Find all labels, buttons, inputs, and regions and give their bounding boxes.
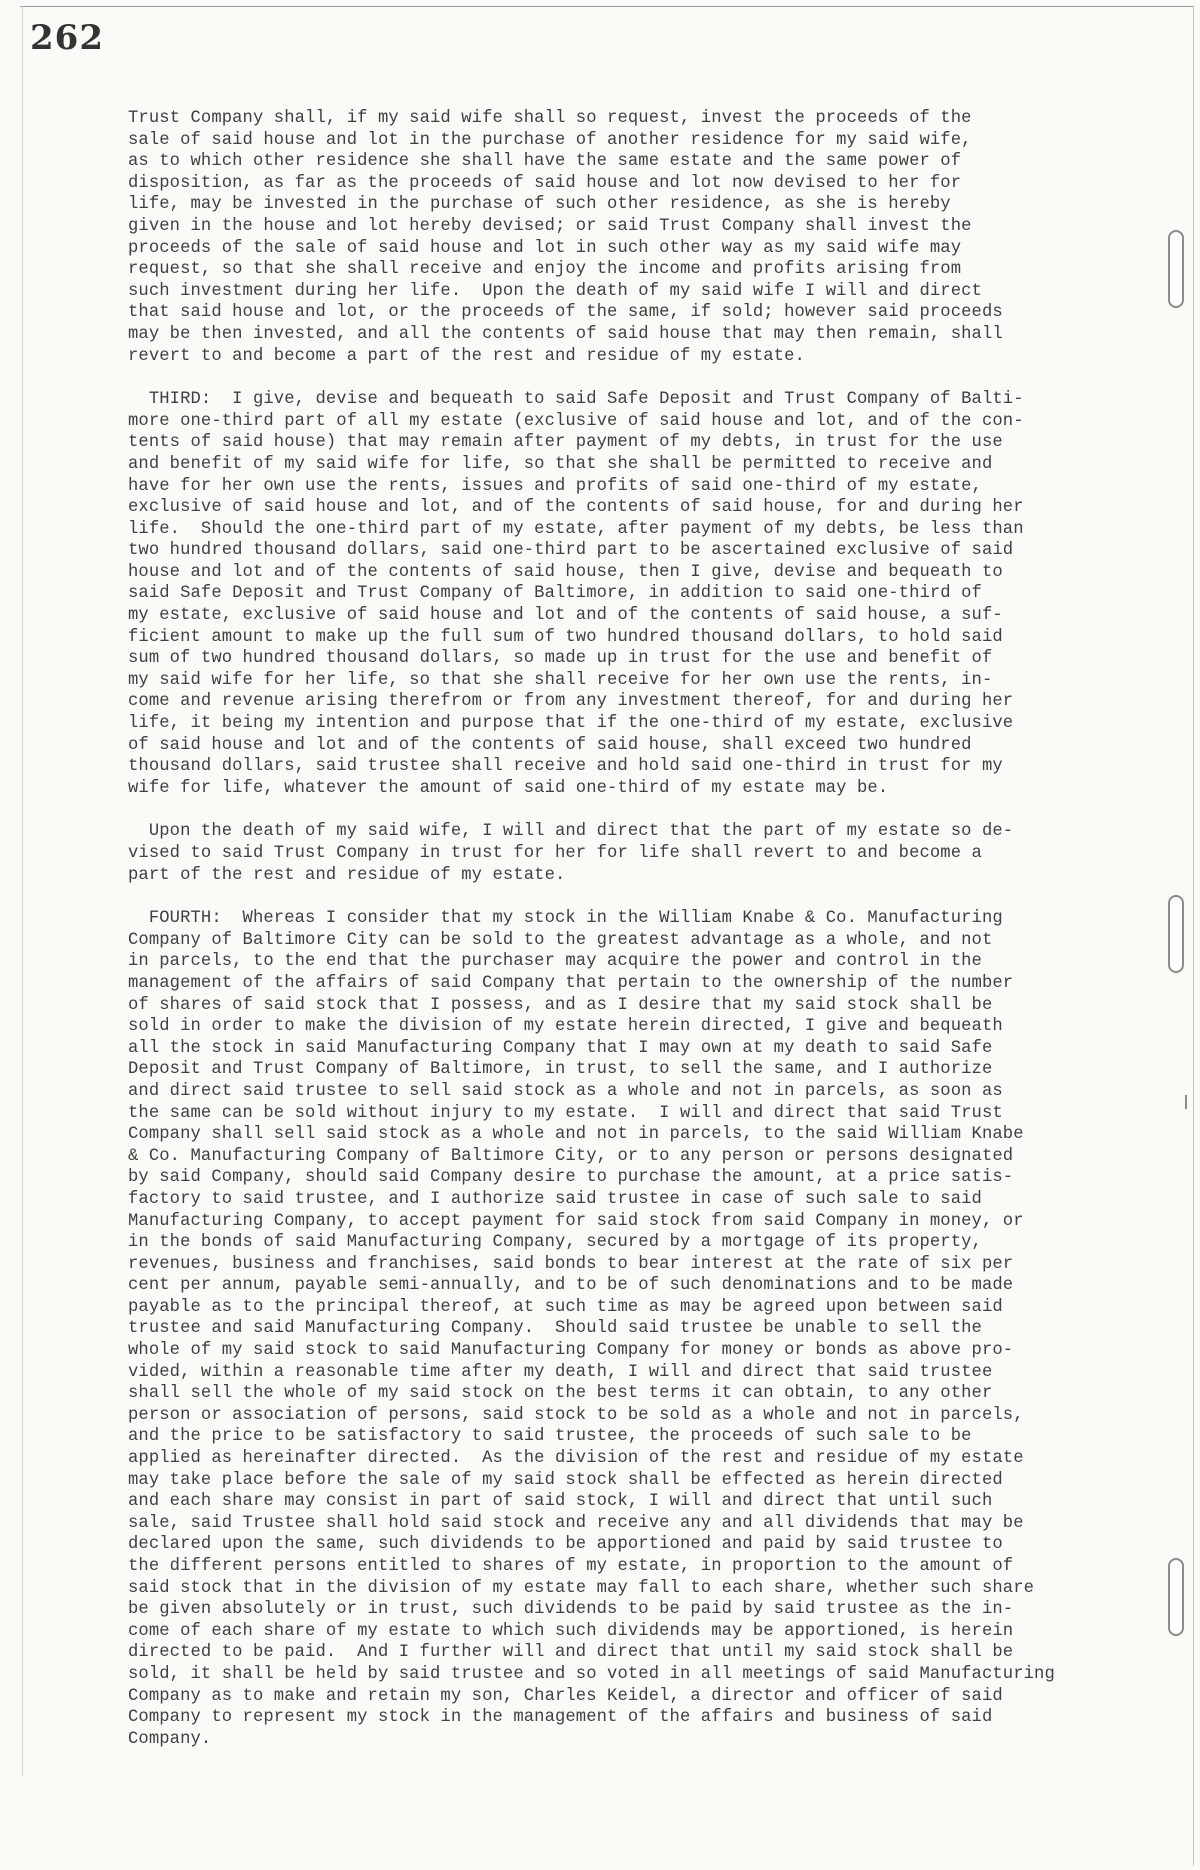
text-line: have for her own use the rents, issues and profits of said one-third of my estate, — [128, 476, 982, 496]
text-line: my said wife for her life, so that she shall receive for her own use the rents, in- — [128, 670, 993, 690]
text-line: Company to represent my stock in the management of the affairs and business of said — [128, 1708, 993, 1728]
text-line: come and revenue arising therefrom or from any investment thereof, for and during her — [128, 692, 1014, 712]
text-line: directed to be paid. And I further will and direct that until my said stock shall be — [128, 1643, 1014, 1663]
right-edge-rule — [1193, 6, 1194, 1866]
paragraph — [128, 108, 1148, 367]
text-line: disposition, as far as the proceeds of said house and lot now devised to her for — [128, 173, 962, 193]
will-text-body — [128, 108, 1148, 1750]
text-line: request, so that she shall receive and enjoy the income and profits arising from — [128, 260, 962, 280]
page-number: 262 — [30, 18, 104, 58]
text-line: declared upon the same, such dividends to be apportioned and paid by said trustee to — [128, 1535, 1003, 1555]
text-line: THIRD: I give, devise and bequeath to said Safe Deposit and Trust Company of Balti- — [128, 390, 1024, 410]
text-line: sum of two hundred thousand dollars, so made up in trust for the use and benefit of — [128, 649, 993, 669]
text-line: house and lot and of the contents of said house, then I give, devise and bequeath to — [128, 562, 1003, 582]
text-line: thousand dollars, said trustee shall receive and hold said one-third in trust for my — [128, 757, 1003, 777]
binder-hole-top — [1168, 230, 1184, 308]
text-line: all the stock in said Manufacturing Company that I may own at my death to said Safe — [128, 1038, 993, 1058]
text-line: revert to and become a part of the rest and residue of my estate. — [128, 346, 805, 366]
text-line: life, may be invested in the purchase of such other residence, as she is hereby — [128, 195, 951, 215]
text-line: Trust Company shall, if my said wife shall so request, invest the proceeds of the — [128, 109, 972, 128]
text-line: person or association of persons, said stock to be sold as a whole and not in parcels, — [128, 1405, 1024, 1425]
text-line: and benefit of my said wife for life, so that she shall be permitted to receive and — [128, 454, 993, 474]
text-line: Company shall sell said stock as a whole and not in parcels, to the said William Knabe — [128, 1125, 1024, 1145]
text-line: and direct said trustee to sell said stock as a whole and not in parcels, as soon as — [128, 1081, 1003, 1101]
text-line: revenues, business and franchises, said bonds to bear interest at the rate of six per — [128, 1254, 1014, 1274]
text-line: exclusive of said house and lot, and of the contents of said house, for and during her — [128, 498, 1024, 518]
text-line: of said house and lot and of the contents of said house, shall exceed two hundred — [128, 735, 972, 755]
text-line: my estate, exclusive of said house and lot and of the contents of said house, a suf- — [128, 606, 1003, 626]
text-line: Manufacturing Company, to accept payment for said stock from said Company in money, or — [128, 1211, 1024, 1231]
text-line: two hundred thousand dollars, said one-third part to be ascertained exclusive of said — [128, 541, 1014, 561]
paragraph-gap — [128, 799, 1148, 821]
text-line: wife for life, whatever the amount of said one-third of my estate may be. — [128, 778, 889, 798]
left-edge-rule — [22, 6, 23, 1776]
paragraph — [128, 821, 1148, 886]
paragraph — [128, 908, 1148, 1750]
text-line: that said house and lot, or the proceeds of the same, if sold; however said proceeds — [128, 303, 1003, 323]
text-line: Company of Baltimore City can be sold to the greatest advantage as a whole, and not — [128, 930, 993, 950]
text-line: part of the rest and residue of my estate. — [128, 865, 566, 885]
text-line: in the bonds of said Manufacturing Company, secured by a mortgage of its property, — [128, 1233, 982, 1253]
text-line: Company. — [128, 1729, 212, 1749]
text-line: may be then invested, and all the contents of said house that may then remain, shall — [128, 324, 1003, 344]
text-line: and each share may consist in part of said stock, I will and direct that until such — [128, 1492, 993, 1512]
text-line: life, it being my intention and purpose that if the one-third of my estate, exclusive — [128, 714, 1014, 734]
text-line: vised to said Trust Company in trust for her for life shall revert to and become a — [128, 844, 982, 863]
edge-tick-mark — [1185, 1095, 1187, 1109]
text-line: applied as hereinafter directed. As the division of the rest and residue of my estate — [128, 1449, 1024, 1469]
text-line: shall sell the whole of my said stock on the best terms it can obtain, to any other — [128, 1384, 993, 1404]
text-line: payable as to the principal thereof, at such time as may be agreed upon between said — [128, 1297, 1003, 1317]
text-line: FOURTH: Whereas I consider that my stock in the William Knabe & Co. Manufacturing — [128, 909, 1003, 929]
paragraph-gap — [128, 886, 1148, 908]
text-line: Upon the death of my said wife, I will and direct that the part of my estate so de- — [128, 822, 1014, 842]
text-line: be given absolutely or in trust, such dividends to be paid by said trustee as the in- — [128, 1600, 1014, 1620]
text-line: vided, within a reasonable time after my death, I will and direct that said trustee — [128, 1362, 993, 1382]
text-line: and the price to be satisfactory to said trustee, the proceeds of such sale to be — [128, 1427, 972, 1447]
text-line: sale, said Trustee shall hold said stock and receive any and all dividends that may be — [128, 1513, 1024, 1533]
text-line: ficient amount to make up the full sum of two hundred thousand dollars, to hold said — [128, 627, 1003, 647]
text-line: said Safe Deposit and Trust Company of Baltimore, in addition to said one-third of — [128, 584, 982, 604]
text-line: sold in order to make the division of my estate herein directed, I give and bequeath — [128, 1017, 1003, 1037]
text-line: said stock that in the division of my estate may fall to each share, whether such share — [128, 1578, 1035, 1598]
binder-hole-middle — [1168, 895, 1184, 973]
text-line: in parcels, to the end that the purchaser may acquire the power and control in the — [128, 952, 982, 972]
text-line: the different persons entitled to shares of my estate, in proportion to the amount of — [128, 1557, 1014, 1576]
text-line: the same can be sold without injury to my estate. I will and direct that said Trust — [128, 1103, 1003, 1123]
text-line: by said Company, should said Company desire to purchase the amount, at a price satis- — [128, 1168, 1014, 1188]
text-line: more one-third part of all my estate (exclusive of said house and lot, and of the con- — [128, 411, 1024, 431]
text-line: as to which other residence she shall have the same estate and the same power of — [128, 152, 962, 172]
text-line: of shares of said stock that I possess, and as I desire that my said stock shall be — [128, 995, 993, 1015]
paragraph — [128, 389, 1148, 799]
text-line: factory to said trustee, and I authorize said trustee in case of such sale to said — [128, 1189, 982, 1209]
text-line: & Co. Manufacturing Company of Baltimore City, or to any person or persons designated — [128, 1146, 1014, 1166]
text-line: may take place before the sale of my said stock shall be effected as herein directed — [128, 1470, 1003, 1490]
text-line: Deposit and Trust Company of Baltimore, in trust, to sell the same, and I authorize — [128, 1060, 993, 1080]
text-line: cent per annum, payable semi-annually, and to be of such denominations and to be made — [128, 1276, 1014, 1296]
text-line: sold, it shall be held by said trustee and so voted in all meetings of said Manufacturing — [128, 1664, 1055, 1684]
paragraph-gap — [128, 367, 1148, 389]
text-line: come of each share of my estate to which such dividends may be apportioned, is herein — [128, 1621, 1014, 1641]
top-edge-rule — [20, 6, 1194, 7]
text-line: tents of said house) that may remain after payment of my debts, in trust for the use — [128, 433, 1003, 453]
text-line: management of the affairs of said Company that pertain to the ownership of the number — [128, 973, 1014, 993]
text-line: such investment during her life. Upon the death of my said wife I will and direct — [128, 281, 982, 301]
binder-hole-bottom — [1168, 1558, 1184, 1636]
text-line: life. Should the one-third part of my estate, after payment of my debts, be less than — [128, 519, 1024, 539]
text-line: given in the house and lot hereby devised; or said Trust Company shall invest the — [128, 216, 972, 236]
text-line: sale of said house and lot in the purchase of another residence for my said wife, — [128, 130, 972, 150]
text-line: trustee and said Manufacturing Company. Should said trustee be unable to sell the — [128, 1319, 982, 1339]
text-line: Company as to make and retain my son, Charles Keidel, a director and officer of said — [128, 1686, 1003, 1706]
text-line: proceeds of the sale of said house and lot in such other way as my said wife may — [128, 238, 962, 258]
text-line: whole of my said stock to said Manufacturing Company for money or bonds as above pro- — [128, 1341, 1014, 1361]
